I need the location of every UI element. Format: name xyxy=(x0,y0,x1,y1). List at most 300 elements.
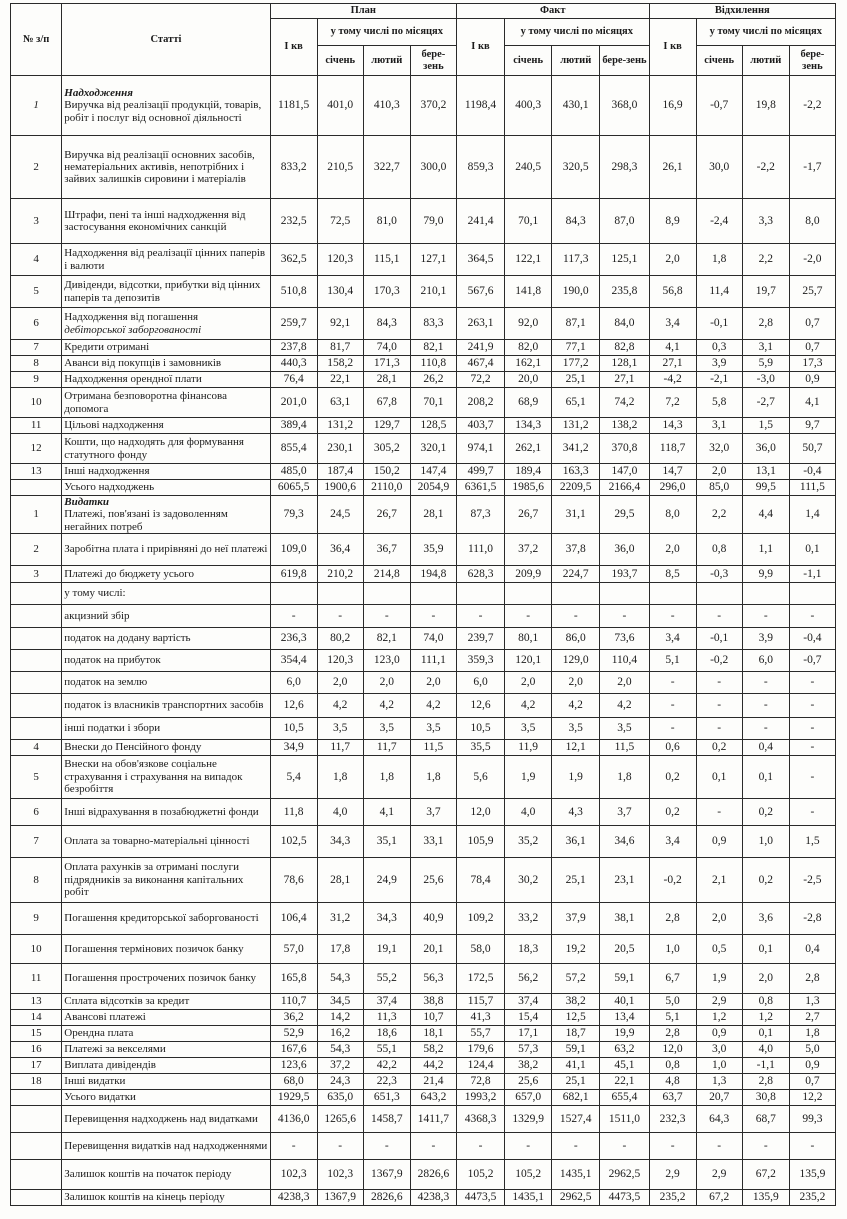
row-label-text: податок із власників транспортних засобів xyxy=(64,699,264,712)
value-cell: 162,1 xyxy=(505,356,552,372)
value-cell: - xyxy=(410,604,456,627)
value-cell: 0,9 xyxy=(789,1057,835,1073)
row-label xyxy=(62,857,270,902)
value-cell: 0,1 xyxy=(696,755,742,798)
value-cell: - xyxy=(742,671,789,693)
value-cell: 1435,1 xyxy=(552,1159,600,1189)
row-label xyxy=(62,496,270,534)
value-cell: 296,0 xyxy=(649,480,696,496)
value-cell: 499,7 xyxy=(456,464,504,480)
table-row xyxy=(11,418,836,434)
value-cell xyxy=(649,582,696,604)
value-cell: -1,7 xyxy=(789,136,835,199)
value-cell: 239,7 xyxy=(456,627,504,649)
value-cell: 111,1 xyxy=(410,649,456,671)
value-cell: 10,7 xyxy=(410,1009,456,1025)
value-cell: 12,1 xyxy=(552,739,600,755)
row-number: 5 xyxy=(11,755,62,798)
value-cell: 99,3 xyxy=(789,1105,835,1132)
value-cell: - xyxy=(789,739,835,755)
value-cell: 262,1 xyxy=(505,434,552,464)
value-cell: 0,7 xyxy=(789,340,835,356)
value-cell: 117,3 xyxy=(552,244,600,276)
cash-flow-table xyxy=(10,3,836,1206)
value-cell xyxy=(742,582,789,604)
value-cell: 24,5 xyxy=(317,496,363,534)
header-plan-mar: бере-зень xyxy=(410,46,456,76)
value-cell: 510,8 xyxy=(270,276,317,308)
row-number: 14 xyxy=(11,1009,62,1025)
header-deviation-q1: І кв xyxy=(649,19,696,76)
value-cell: - xyxy=(649,1132,696,1159)
value-cell: - xyxy=(317,1132,363,1159)
value-cell: 2962,5 xyxy=(600,1159,649,1189)
row-label xyxy=(62,934,270,963)
value-cell: 0,6 xyxy=(649,739,696,755)
value-cell: 3,5 xyxy=(505,717,552,739)
value-cell: 0,1 xyxy=(742,934,789,963)
value-cell: 1993,2 xyxy=(456,1089,504,1105)
value-cell: 18,1 xyxy=(410,1025,456,1041)
table-row xyxy=(11,1057,836,1073)
value-cell: 70,1 xyxy=(505,199,552,244)
value-cell: 37,8 xyxy=(552,533,600,565)
table-header xyxy=(11,4,836,76)
table-row xyxy=(11,963,836,993)
value-cell: 38,8 xyxy=(410,993,456,1009)
value-cell: 163,3 xyxy=(552,464,600,480)
value-cell: 56,8 xyxy=(649,276,696,308)
value-cell: 19,8 xyxy=(742,76,789,136)
value-cell: 84,3 xyxy=(552,199,600,244)
value-cell: 3,5 xyxy=(600,717,649,739)
row-label-text: Погашення кредиторської заборгованості xyxy=(64,912,259,925)
value-cell: - xyxy=(649,717,696,739)
row-number xyxy=(11,627,62,649)
value-cell: 82,1 xyxy=(363,627,410,649)
value-cell: 12,0 xyxy=(456,798,504,825)
table-row xyxy=(11,434,836,464)
value-cell: 241,4 xyxy=(456,199,504,244)
value-cell: 2,0 xyxy=(696,902,742,934)
value-cell: 657,0 xyxy=(505,1089,552,1105)
row-label-text: Інші видатки xyxy=(64,1075,126,1088)
row-label xyxy=(62,604,270,627)
value-cell: 115,7 xyxy=(456,993,504,1009)
row-label xyxy=(62,1025,270,1041)
value-cell: 1181,5 xyxy=(270,76,317,136)
value-cell: 1900,6 xyxy=(317,480,363,496)
value-cell: 1,9 xyxy=(552,755,600,798)
table-row xyxy=(11,1159,836,1189)
value-cell: 190,0 xyxy=(552,276,600,308)
value-cell: 78,4 xyxy=(456,857,504,902)
value-cell: 4,0 xyxy=(505,798,552,825)
value-cell: 65,1 xyxy=(552,388,600,418)
row-number xyxy=(11,582,62,604)
value-cell: 20,1 xyxy=(410,934,456,963)
table-row xyxy=(11,1089,836,1105)
value-cell: 135,9 xyxy=(742,1189,789,1205)
row-label xyxy=(62,993,270,1009)
value-cell: 0,4 xyxy=(789,934,835,963)
value-cell: 0,2 xyxy=(742,857,789,902)
row-label xyxy=(62,1009,270,1025)
row-label xyxy=(62,565,270,582)
value-cell: 2209,5 xyxy=(552,480,600,496)
value-cell: 1,8 xyxy=(317,755,363,798)
value-cell: 25,7 xyxy=(789,276,835,308)
value-cell: 31,1 xyxy=(552,496,600,534)
value-cell: 81,0 xyxy=(363,199,410,244)
value-cell: 1265,6 xyxy=(317,1105,363,1132)
value-cell: 389,4 xyxy=(270,418,317,434)
value-cell: 45,1 xyxy=(600,1057,649,1073)
table-row xyxy=(11,356,836,372)
value-cell: 0,8 xyxy=(649,1057,696,1073)
value-cell: 82,1 xyxy=(410,340,456,356)
value-cell: 72,5 xyxy=(317,199,363,244)
row-label-text: Внески до Пенсійного фонду xyxy=(64,741,202,754)
value-cell: 0,7 xyxy=(789,1073,835,1089)
value-cell: - xyxy=(317,604,363,627)
value-cell: 86,0 xyxy=(552,627,600,649)
value-cell: 21,4 xyxy=(410,1073,456,1089)
value-cell: 368,0 xyxy=(600,76,649,136)
row-label xyxy=(62,276,270,308)
value-cell: 26,7 xyxy=(505,496,552,534)
value-cell: - xyxy=(789,693,835,717)
value-cell: 41,3 xyxy=(456,1009,504,1025)
value-cell: 0,2 xyxy=(742,798,789,825)
value-cell: 12,0 xyxy=(649,1041,696,1057)
value-cell: 12,6 xyxy=(456,693,504,717)
value-cell: 55,7 xyxy=(456,1025,504,1041)
row-number: 3 xyxy=(11,199,62,244)
value-cell: 2,9 xyxy=(649,1159,696,1189)
table-row xyxy=(11,496,836,534)
value-cell: 58,2 xyxy=(410,1041,456,1057)
table-row xyxy=(11,308,836,340)
row-label xyxy=(62,755,270,798)
value-cell: 102,3 xyxy=(270,1159,317,1189)
value-cell: 2,0 xyxy=(600,671,649,693)
value-cell: 2962,5 xyxy=(552,1189,600,1205)
value-cell: 237,8 xyxy=(270,340,317,356)
table-row xyxy=(11,649,836,671)
value-cell: 105,2 xyxy=(456,1159,504,1189)
row-label xyxy=(62,480,270,496)
table-row xyxy=(11,857,836,902)
header-plan-q1: І кв xyxy=(270,19,317,76)
value-cell: 82,0 xyxy=(505,340,552,356)
value-cell: 14,3 xyxy=(649,418,696,434)
value-cell: 26,2 xyxy=(410,372,456,388)
value-cell: 0,2 xyxy=(649,755,696,798)
value-cell: 0,1 xyxy=(742,1025,789,1041)
row-label-text: Заробітна плата і прирівняні до неї платежі xyxy=(64,543,268,556)
value-cell: 2826,6 xyxy=(363,1189,410,1205)
row-label-text: Залишок коштів на початок періоду xyxy=(64,1168,232,1181)
row-number: 18 xyxy=(11,1073,62,1089)
value-cell: 40,1 xyxy=(600,993,649,1009)
value-cell: 2054,9 xyxy=(410,480,456,496)
value-cell: 110,4 xyxy=(600,649,649,671)
value-cell: -0,4 xyxy=(789,464,835,480)
value-cell: 1,1 xyxy=(742,533,789,565)
value-cell: 467,4 xyxy=(456,356,504,372)
row-number xyxy=(11,1105,62,1132)
value-cell: 4,8 xyxy=(649,1073,696,1089)
value-cell: 110,7 xyxy=(270,993,317,1009)
value-cell: 13,4 xyxy=(600,1009,649,1025)
row-number: 9 xyxy=(11,902,62,934)
value-cell: 25,6 xyxy=(410,857,456,902)
row-label-text: Орендна плата xyxy=(64,1027,134,1040)
value-cell: 1,8 xyxy=(363,755,410,798)
header-plan-jan: січень xyxy=(317,46,363,76)
table-row xyxy=(11,739,836,755)
value-cell: 11,5 xyxy=(600,739,649,755)
value-cell: 1929,5 xyxy=(270,1089,317,1105)
value-cell: 27,1 xyxy=(649,356,696,372)
value-cell: 4473,5 xyxy=(600,1189,649,1205)
row-label-text: Погашення термінових позичок банку xyxy=(64,942,244,955)
value-cell: -2,7 xyxy=(742,388,789,418)
value-cell: 17,3 xyxy=(789,356,835,372)
value-cell: 141,8 xyxy=(505,276,552,308)
value-cell: - xyxy=(789,798,835,825)
value-cell: 135,9 xyxy=(789,1159,835,1189)
value-cell: 20,7 xyxy=(696,1089,742,1105)
row-label-text: Виручка від реалізації основних засобів, нематеріальних активів, непотрібних і зайвих залишків сировини і матеріалів xyxy=(64,148,255,186)
value-cell: 122,1 xyxy=(505,244,552,276)
row-label xyxy=(62,533,270,565)
value-cell: -2,1 xyxy=(696,372,742,388)
value-cell: 12,6 xyxy=(270,693,317,717)
value-cell: 109,0 xyxy=(270,533,317,565)
value-cell xyxy=(363,582,410,604)
value-cell: 370,8 xyxy=(600,434,649,464)
value-cell: 131,2 xyxy=(552,418,600,434)
row-number: 11 xyxy=(11,418,62,434)
value-cell: - xyxy=(363,604,410,627)
row-label-text: податок на прибуток xyxy=(64,654,161,667)
row-label-text: Інші відрахування в позабюджетні фонди xyxy=(64,805,259,818)
value-cell: 111,0 xyxy=(456,533,504,565)
row-number: 5 xyxy=(11,276,62,308)
row-label xyxy=(62,418,270,434)
value-cell: - xyxy=(742,717,789,739)
value-cell: 78,6 xyxy=(270,857,317,902)
value-cell: 105,2 xyxy=(505,1159,552,1189)
value-cell: 320,1 xyxy=(410,434,456,464)
value-cell: 82,8 xyxy=(600,340,649,356)
header-deviation: Відхилення xyxy=(649,4,835,19)
value-cell: 485,0 xyxy=(270,464,317,480)
value-cell: 54,3 xyxy=(317,963,363,993)
value-cell: 855,4 xyxy=(270,434,317,464)
value-cell: -2,8 xyxy=(789,902,835,934)
value-cell: 2,0 xyxy=(410,671,456,693)
value-cell: 105,9 xyxy=(456,825,504,857)
value-cell: 120,3 xyxy=(317,244,363,276)
value-cell: 2,9 xyxy=(696,993,742,1009)
value-cell: - xyxy=(552,604,600,627)
value-cell: 170,3 xyxy=(363,276,410,308)
value-cell: - xyxy=(696,798,742,825)
value-cell: -1,1 xyxy=(742,1057,789,1073)
value-cell: 102,5 xyxy=(270,825,317,857)
row-label-text: Внески на обов'язкове соціальне страхування і страхування на випадок безробіття xyxy=(64,758,243,796)
value-cell: 35,2 xyxy=(505,825,552,857)
row-number: 13 xyxy=(11,464,62,480)
value-cell: 2,0 xyxy=(649,244,696,276)
value-cell: 150,2 xyxy=(363,464,410,480)
value-cell: -0,7 xyxy=(789,649,835,671)
value-cell: 2,0 xyxy=(649,533,696,565)
value-cell: 974,1 xyxy=(456,434,504,464)
value-cell: 147,0 xyxy=(600,464,649,480)
value-cell: 18,6 xyxy=(363,1025,410,1041)
value-cell: 210,2 xyxy=(317,565,363,582)
value-cell: 6,7 xyxy=(649,963,696,993)
value-cell: 1,2 xyxy=(696,1009,742,1025)
value-cell: 1367,9 xyxy=(363,1159,410,1189)
value-cell: 28,1 xyxy=(410,496,456,534)
row-label-text: Перевищення надходжень над видатками xyxy=(64,1112,258,1125)
row-label xyxy=(62,1189,270,1205)
row-number xyxy=(11,480,62,496)
value-cell: 63,7 xyxy=(649,1089,696,1105)
row-label-text: Кошти, що надходять для формування статутного фонду xyxy=(64,436,244,461)
value-cell: 1,0 xyxy=(696,1057,742,1073)
value-cell: 567,6 xyxy=(456,276,504,308)
value-cell: 1435,1 xyxy=(505,1189,552,1205)
value-cell: 0,8 xyxy=(742,993,789,1009)
table-row xyxy=(11,533,836,565)
value-cell: 193,7 xyxy=(600,565,649,582)
value-cell: - xyxy=(270,1132,317,1159)
value-cell: 1367,9 xyxy=(317,1189,363,1205)
value-cell: -0,1 xyxy=(696,308,742,340)
row-label-text: Сплата відсотків за кредит xyxy=(64,995,190,1008)
row-label-text: Отримана безповоротна фінансова допомога xyxy=(64,390,227,415)
value-cell: 70,1 xyxy=(410,388,456,418)
value-cell: 232,3 xyxy=(649,1105,696,1132)
row-label-note: дебіторської заборгованості xyxy=(64,323,202,336)
value-cell: 30,8 xyxy=(742,1089,789,1105)
row-label-text: Платежі за векселями xyxy=(64,1043,166,1056)
value-cell: 364,5 xyxy=(456,244,504,276)
value-cell: 0,3 xyxy=(696,340,742,356)
header-fact: Факт xyxy=(456,4,649,19)
value-cell: 40,9 xyxy=(410,902,456,934)
row-label xyxy=(62,372,270,388)
header-fact-months: у тому числі по місяцях xyxy=(505,19,649,46)
row-label-text: Платежі, пов'язані із задоволенням негайних потреб xyxy=(64,508,228,533)
value-cell: 12,5 xyxy=(552,1009,600,1025)
value-cell: 3,6 xyxy=(742,902,789,934)
value-cell: 84,3 xyxy=(363,308,410,340)
value-cell: 14,2 xyxy=(317,1009,363,1025)
value-cell: 2,1 xyxy=(696,857,742,902)
value-cell: - xyxy=(696,717,742,739)
table-row xyxy=(11,565,836,582)
value-cell: 35,5 xyxy=(456,739,504,755)
value-cell: 33,1 xyxy=(410,825,456,857)
row-label xyxy=(62,739,270,755)
value-cell: 5,9 xyxy=(742,356,789,372)
table-row xyxy=(11,671,836,693)
value-cell: 9,9 xyxy=(742,565,789,582)
header-deviation-feb: лютий xyxy=(742,46,789,76)
value-cell: 15,4 xyxy=(505,1009,552,1025)
value-cell: 5,1 xyxy=(649,1009,696,1025)
value-cell: 125,1 xyxy=(600,244,649,276)
value-cell: 18,3 xyxy=(505,934,552,963)
value-cell: 5,6 xyxy=(456,755,504,798)
value-cell: 14,7 xyxy=(649,464,696,480)
table-row xyxy=(11,76,836,136)
value-cell: -0,7 xyxy=(696,76,742,136)
value-cell: 0,4 xyxy=(742,739,789,755)
table-row xyxy=(11,480,836,496)
value-cell: 33,2 xyxy=(505,902,552,934)
row-number: 17 xyxy=(11,1057,62,1073)
table-row xyxy=(11,340,836,356)
row-label xyxy=(62,340,270,356)
row-label-text: Оплата рахунків за отримані послуги підрядників за виконання капітальних робіт xyxy=(64,861,244,899)
value-cell: 34,9 xyxy=(270,739,317,755)
row-label xyxy=(62,902,270,934)
value-cell: 80,1 xyxy=(505,627,552,649)
value-cell: 1527,4 xyxy=(552,1105,600,1132)
value-cell: 1411,7 xyxy=(410,1105,456,1132)
value-cell: 67,2 xyxy=(742,1159,789,1189)
header-plan-months: у тому числі по місяцях xyxy=(317,19,456,46)
value-cell: 240,5 xyxy=(505,136,552,199)
value-cell: 2,8 xyxy=(742,1073,789,1089)
value-cell: - xyxy=(505,604,552,627)
value-cell: 20,0 xyxy=(505,372,552,388)
row-number: 10 xyxy=(11,934,62,963)
table-row xyxy=(11,276,836,308)
row-label-text: податок на землю xyxy=(64,676,148,689)
value-cell: 22,1 xyxy=(600,1073,649,1089)
value-cell: 5,1 xyxy=(649,649,696,671)
value-cell: 110,8 xyxy=(410,356,456,372)
value-cell: -0,3 xyxy=(696,565,742,582)
value-cell: 19,1 xyxy=(363,934,410,963)
value-cell: - xyxy=(696,693,742,717)
row-label-text: Надходження орендної плати xyxy=(64,373,202,386)
value-cell: 341,2 xyxy=(552,434,600,464)
value-cell: -3,0 xyxy=(742,372,789,388)
value-cell: 0,9 xyxy=(696,1025,742,1041)
row-label xyxy=(62,1073,270,1089)
value-cell: - xyxy=(696,671,742,693)
value-cell: 27,1 xyxy=(600,372,649,388)
value-cell: 8,5 xyxy=(649,565,696,582)
value-cell: 370,2 xyxy=(410,76,456,136)
value-cell: 6,0 xyxy=(456,671,504,693)
value-cell xyxy=(505,582,552,604)
value-cell: 74,0 xyxy=(363,340,410,356)
value-cell: 120,1 xyxy=(505,649,552,671)
value-cell: 7,2 xyxy=(649,388,696,418)
value-cell: 3,4 xyxy=(649,627,696,649)
